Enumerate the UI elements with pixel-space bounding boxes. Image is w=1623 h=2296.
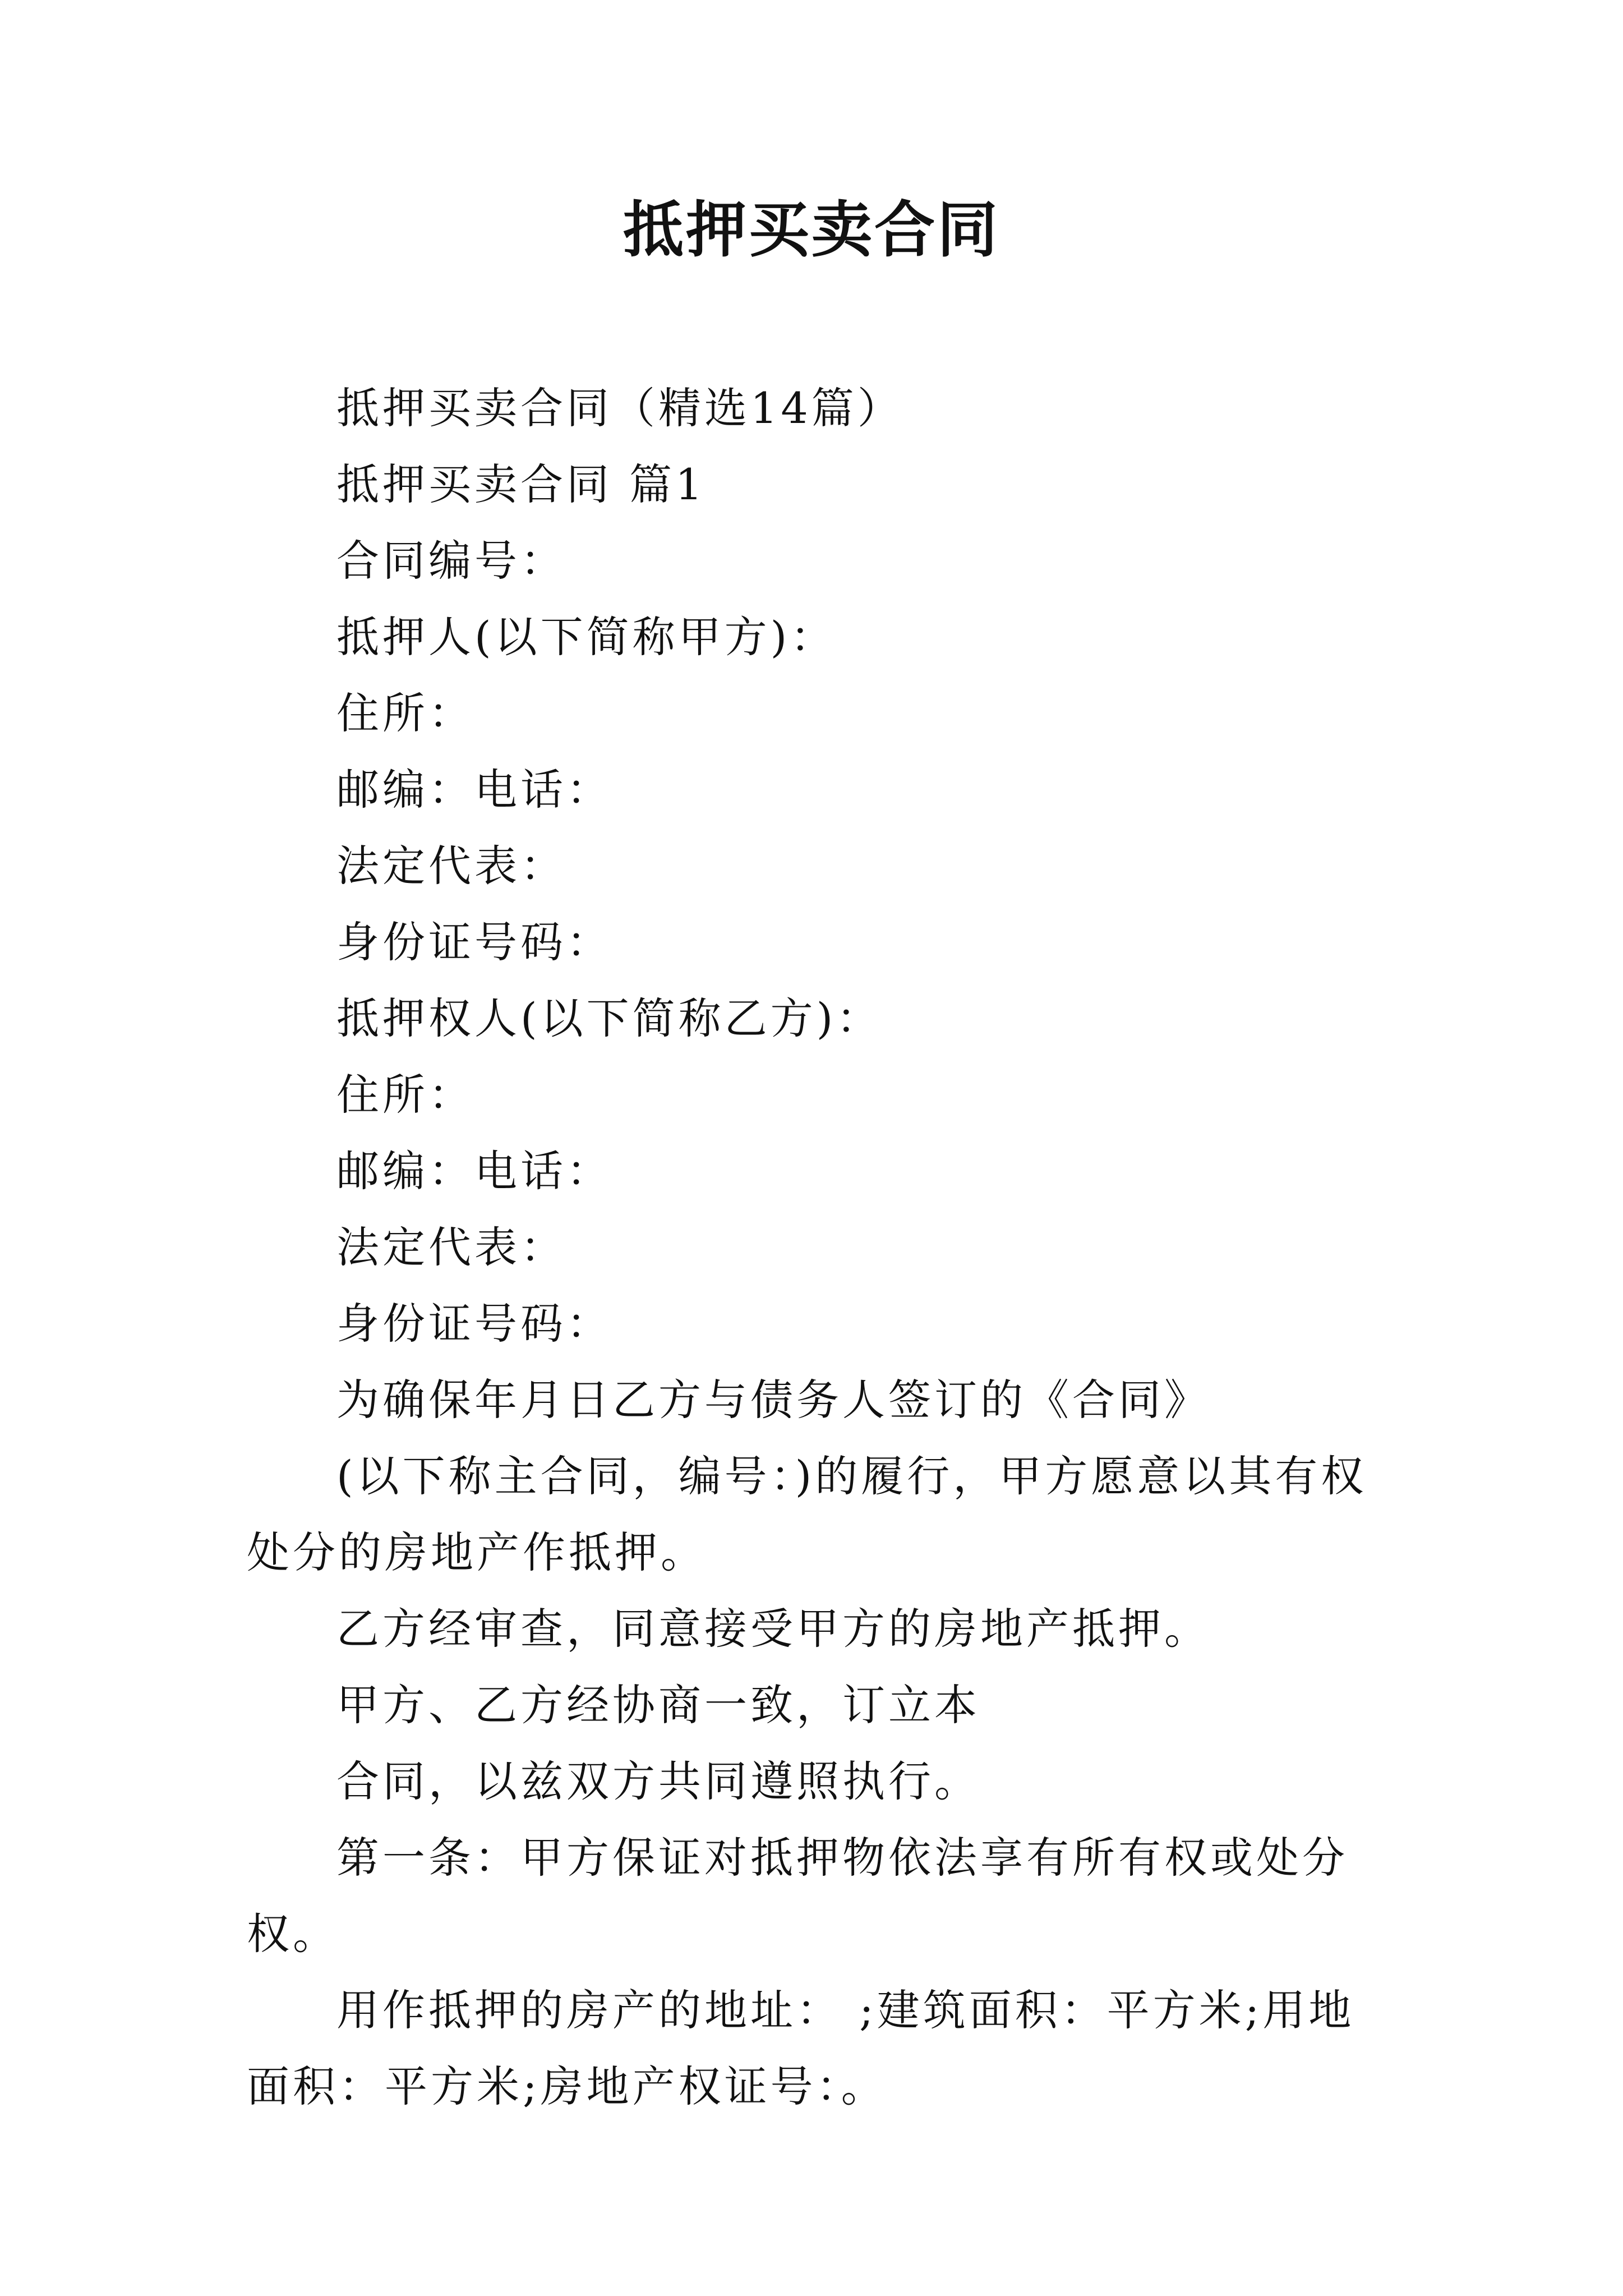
paragraph-17: 甲方、乙方经协商一致，订立本 (336, 1680, 980, 1730)
paragraph-8: 身份证号码： (336, 917, 612, 967)
paragraph-9: 抵押权人(以下简称乙方)： (336, 993, 883, 1043)
paragraph-4: 抵押人(以下简称甲方)： (336, 612, 837, 662)
paragraph-14: 为确保年月日乙方与债务人签订的《合同》 (336, 1375, 1210, 1425)
paragraph-3: 合同编号： (336, 536, 566, 586)
document-title: 抵押买卖合同 (623, 195, 1000, 265)
paragraph-20: 用作抵押的房产的地址： ;建筑面积：平方米;用地面积：平方米;房地产权证号：。 (247, 1985, 1355, 2111)
paragraph-19: 第一条：甲方保证对抵押物依法享有所有权或处分权。 (247, 1833, 1348, 1959)
paragraph-18: 合同，以兹双方共同遵照执行。 (336, 1756, 980, 1806)
paragraph-5: 住所： (336, 688, 474, 738)
paragraph-13: 身份证号码： (336, 1299, 612, 1349)
paragraph-11: 邮编：电话： (336, 1146, 612, 1196)
paragraph-2: 抵押买卖合同 篇1 (336, 459, 706, 509)
paragraph-1: 抵押买卖合同（精选14篇） (336, 383, 903, 433)
paragraph-16: 乙方经审查，同意接受甲方的房地产抵押。 (336, 1604, 1210, 1654)
paragraph-10: 住所： (336, 1070, 474, 1120)
paragraph-15: (以下称主合同，编号：)的履行，甲方愿意以其有权处分的房地产作抵押。 (247, 1451, 1367, 1577)
paragraph-6: 邮编：电话： (336, 765, 612, 815)
paragraph-12: 法定代表： (336, 1222, 566, 1272)
paragraph-7: 法定代表： (336, 841, 566, 891)
document-body (247, 370, 1385, 2125)
